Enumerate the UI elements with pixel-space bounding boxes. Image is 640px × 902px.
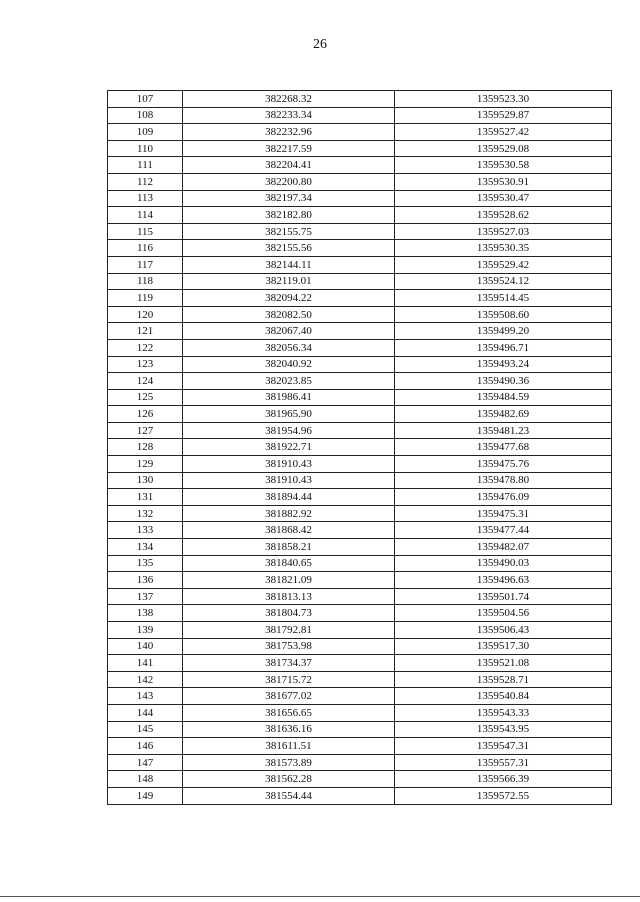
x-coordinate-cell: 381821.09 [183,572,395,589]
coordinates-table [107,90,612,805]
point-number-cell: 115 [108,223,183,240]
point-number-cell: 145 [108,721,183,738]
page-bottom-divider [0,896,640,897]
y-coordinate-cell: 1359475.31 [395,505,612,522]
y-coordinate-cell: 1359477.44 [395,522,612,539]
y-coordinate-cell: 1359529.08 [395,140,612,157]
y-coordinate-cell: 1359506.43 [395,622,612,639]
table-row [108,456,612,473]
coordinates-table-body [108,91,612,805]
table-row [108,273,612,290]
y-coordinate-cell: 1359490.36 [395,373,612,390]
table-row [108,738,612,755]
point-number-cell: 147 [108,754,183,771]
y-coordinate-cell: 1359508.60 [395,306,612,323]
x-coordinate-cell: 382232.96 [183,124,395,141]
x-coordinate-cell: 381636.16 [183,721,395,738]
point-number-cell: 117 [108,256,183,273]
point-number-cell: 125 [108,389,183,406]
y-coordinate-cell: 1359547.31 [395,738,612,755]
table-row [108,389,612,406]
y-coordinate-cell: 1359543.95 [395,721,612,738]
point-number-cell: 116 [108,240,183,257]
point-number-cell: 109 [108,124,183,141]
x-coordinate-cell: 381965.90 [183,406,395,423]
x-coordinate-cell: 381715.72 [183,671,395,688]
table-row [108,124,612,141]
point-number-cell: 123 [108,356,183,373]
table-row [108,472,612,489]
point-number-cell: 140 [108,638,183,655]
point-number-cell: 139 [108,622,183,639]
x-coordinate-cell: 382182.80 [183,207,395,224]
x-coordinate-cell: 381882.92 [183,505,395,522]
y-coordinate-cell: 1359528.62 [395,207,612,224]
point-number-cell: 144 [108,704,183,721]
x-coordinate-cell: 381562.28 [183,771,395,788]
table-row [108,588,612,605]
y-coordinate-cell: 1359499.20 [395,323,612,340]
x-coordinate-cell: 381656.65 [183,704,395,721]
table-row [108,256,612,273]
table-row [108,671,612,688]
y-coordinate-cell: 1359529.87 [395,107,612,124]
point-number-cell: 111 [108,157,183,174]
y-coordinate-cell: 1359490.03 [395,555,612,572]
x-coordinate-cell: 381611.51 [183,738,395,755]
x-coordinate-cell: 382155.75 [183,223,395,240]
x-coordinate-cell: 382056.34 [183,339,395,356]
y-coordinate-cell: 1359477.68 [395,439,612,456]
table-row [108,721,612,738]
x-coordinate-cell: 382144.11 [183,256,395,273]
point-number-cell: 110 [108,140,183,157]
table-row [108,91,612,108]
point-number-cell: 131 [108,489,183,506]
point-number-cell: 133 [108,522,183,539]
y-coordinate-cell: 1359504.56 [395,605,612,622]
y-coordinate-cell: 1359517.30 [395,638,612,655]
x-coordinate-cell: 381840.65 [183,555,395,572]
x-coordinate-cell: 381986.41 [183,389,395,406]
y-coordinate-cell: 1359528.71 [395,671,612,688]
x-coordinate-cell: 381753.98 [183,638,395,655]
table-row [108,539,612,556]
point-number-cell: 130 [108,472,183,489]
x-coordinate-cell: 381804.73 [183,605,395,622]
x-coordinate-cell: 381813.13 [183,588,395,605]
x-coordinate-cell: 382082.50 [183,306,395,323]
table-row [108,140,612,157]
point-number-cell: 107 [108,91,183,108]
point-number-cell: 149 [108,787,183,804]
y-coordinate-cell: 1359484.59 [395,389,612,406]
y-coordinate-cell: 1359475.76 [395,456,612,473]
table-row [108,157,612,174]
x-coordinate-cell: 382155.56 [183,240,395,257]
point-number-cell: 135 [108,555,183,572]
point-number-cell: 132 [108,505,183,522]
x-coordinate-cell: 382204.41 [183,157,395,174]
y-coordinate-cell: 1359572.55 [395,787,612,804]
x-coordinate-cell: 381792.81 [183,622,395,639]
point-number-cell: 122 [108,339,183,356]
point-number-cell: 138 [108,605,183,622]
x-coordinate-cell: 381894.44 [183,489,395,506]
y-coordinate-cell: 1359523.30 [395,91,612,108]
y-coordinate-cell: 1359527.42 [395,124,612,141]
table-row [108,655,612,672]
table-row [108,290,612,307]
point-number-cell: 134 [108,539,183,556]
point-number-cell: 137 [108,588,183,605]
x-coordinate-cell: 381868.42 [183,522,395,539]
y-coordinate-cell: 1359527.03 [395,223,612,240]
table-row [108,207,612,224]
table-row [108,240,612,257]
x-coordinate-cell: 381734.37 [183,655,395,672]
y-coordinate-cell: 1359540.84 [395,688,612,705]
x-coordinate-cell: 381554.44 [183,787,395,804]
y-coordinate-cell: 1359529.42 [395,256,612,273]
table-row [108,373,612,390]
table-row [108,306,612,323]
x-coordinate-cell: 382217.59 [183,140,395,157]
point-number-cell: 121 [108,323,183,340]
x-coordinate-cell: 382119.01 [183,273,395,290]
table-row [108,339,612,356]
table-row [108,107,612,124]
y-coordinate-cell: 1359543.33 [395,704,612,721]
x-coordinate-cell: 382268.32 [183,91,395,108]
table-row [108,223,612,240]
table-row [108,704,612,721]
page-number: 26 [313,37,327,52]
table-row [108,771,612,788]
point-number-cell: 124 [108,373,183,390]
y-coordinate-cell: 1359530.58 [395,157,612,174]
x-coordinate-cell: 381910.43 [183,472,395,489]
point-number-cell: 108 [108,107,183,124]
x-coordinate-cell: 381954.96 [183,422,395,439]
point-number-cell: 118 [108,273,183,290]
table-row [108,622,612,639]
x-coordinate-cell: 382067.40 [183,323,395,340]
table-row [108,505,612,522]
point-number-cell: 142 [108,671,183,688]
table-row [108,605,612,622]
point-number-cell: 128 [108,439,183,456]
point-number-cell: 112 [108,173,183,190]
point-number-cell: 143 [108,688,183,705]
x-coordinate-cell: 382023.85 [183,373,395,390]
y-coordinate-cell: 1359476.09 [395,489,612,506]
x-coordinate-cell: 381573.89 [183,754,395,771]
x-coordinate-cell: 382040.92 [183,356,395,373]
y-coordinate-cell: 1359557.31 [395,754,612,771]
y-coordinate-cell: 1359566.39 [395,771,612,788]
point-number-cell: 119 [108,290,183,307]
point-number-cell: 127 [108,422,183,439]
table-row [108,572,612,589]
table-row [108,688,612,705]
y-coordinate-cell: 1359530.47 [395,190,612,207]
y-coordinate-cell: 1359496.63 [395,572,612,589]
x-coordinate-cell: 381910.43 [183,456,395,473]
y-coordinate-cell: 1359493.24 [395,356,612,373]
table-row [108,489,612,506]
y-coordinate-cell: 1359521.08 [395,655,612,672]
x-coordinate-cell: 381677.02 [183,688,395,705]
table-row [108,754,612,771]
x-coordinate-cell: 382233.34 [183,107,395,124]
point-number-cell: 146 [108,738,183,755]
y-coordinate-cell: 1359482.69 [395,406,612,423]
point-number-cell: 126 [108,406,183,423]
table-row [108,190,612,207]
y-coordinate-cell: 1359530.35 [395,240,612,257]
y-coordinate-cell: 1359530.91 [395,173,612,190]
point-number-cell: 113 [108,190,183,207]
y-coordinate-cell: 1359514.45 [395,290,612,307]
y-coordinate-cell: 1359481.23 [395,422,612,439]
x-coordinate-cell: 381922.71 [183,439,395,456]
point-number-cell: 136 [108,572,183,589]
y-coordinate-cell: 1359524.12 [395,273,612,290]
table-row [108,439,612,456]
table-row [108,787,612,804]
y-coordinate-cell: 1359482.07 [395,539,612,556]
table-row [108,638,612,655]
table-row [108,323,612,340]
x-coordinate-cell: 382197.34 [183,190,395,207]
x-coordinate-cell: 382094.22 [183,290,395,307]
x-coordinate-cell: 381858.21 [183,539,395,556]
point-number-cell: 141 [108,655,183,672]
point-number-cell: 120 [108,306,183,323]
point-number-cell: 129 [108,456,183,473]
table-row [108,173,612,190]
y-coordinate-cell: 1359478.80 [395,472,612,489]
point-number-cell: 148 [108,771,183,788]
table-row [108,522,612,539]
table-row [108,422,612,439]
x-coordinate-cell: 382200.80 [183,173,395,190]
table-row [108,356,612,373]
point-number-cell: 114 [108,207,183,224]
table-row [108,555,612,572]
table-row [108,406,612,423]
y-coordinate-cell: 1359496.71 [395,339,612,356]
y-coordinate-cell: 1359501.74 [395,588,612,605]
